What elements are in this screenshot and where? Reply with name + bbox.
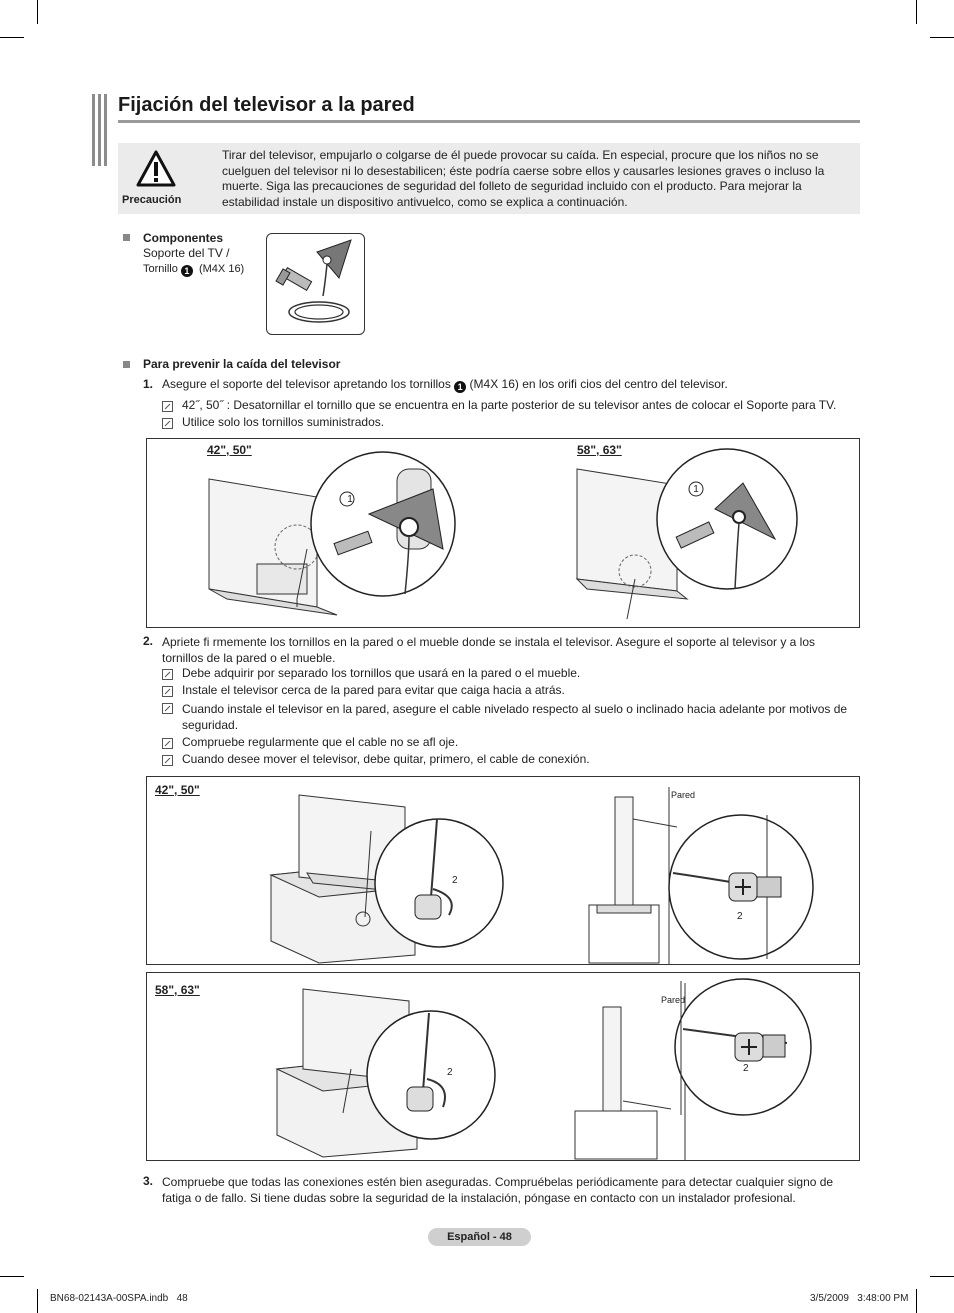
step2-note: Cuando desee mover el televisor, debe quitar, primero, el cable de conexión. bbox=[182, 752, 590, 766]
footer-file: BN68-02143A-00SPA.indb 48 bbox=[50, 1293, 188, 1304]
step1-note: Utilice solo los tornillos suministrados. bbox=[182, 415, 385, 429]
components-heading: Componentes bbox=[143, 231, 224, 245]
crop-mark bbox=[916, 0, 917, 24]
step1-text-after: (M4X 16) en los orifi cios del centro del televisor. bbox=[469, 377, 728, 391]
step3-number: 3. bbox=[143, 1174, 154, 1188]
title-side-bars bbox=[92, 94, 108, 166]
bullet-square bbox=[123, 361, 130, 368]
note-icon bbox=[162, 401, 173, 412]
crop-mark bbox=[930, 37, 954, 38]
figure-1-label-right: 58", 63" bbox=[577, 443, 622, 457]
figure-3-callout-b: 2 bbox=[743, 1063, 749, 1074]
components-image bbox=[266, 233, 365, 335]
page-number-badge: Español - 48 bbox=[428, 1228, 531, 1246]
crop-mark bbox=[0, 1276, 24, 1277]
figure-2-label: 42", 50" bbox=[155, 783, 200, 797]
figure-1-illustration bbox=[147, 439, 859, 627]
crop-mark bbox=[37, 0, 38, 24]
figure-2-callout-a: 2 bbox=[452, 875, 458, 886]
figure-2-illustration bbox=[147, 777, 859, 964]
page-title: Fijación del televisor a la pared bbox=[118, 94, 415, 116]
step1-text-before: Asegure el soporte del televisor apretando los tornillos bbox=[162, 377, 451, 391]
note-icon bbox=[162, 703, 173, 714]
figure-1-callout-left: 1 bbox=[347, 494, 353, 505]
step2-note: Debe adquirir por separado los tornillos que usará en la pared o el mueble. bbox=[182, 666, 581, 680]
note-icon bbox=[162, 738, 173, 749]
prevent-heading: Para prevenir la caída del televisor bbox=[143, 357, 341, 371]
figure-3-label: 58", 63" bbox=[155, 983, 200, 997]
figure-3-illustration bbox=[147, 973, 859, 1160]
crop-mark bbox=[0, 37, 24, 38]
figure-1-label-left: 42", 50" bbox=[207, 443, 252, 457]
figure-3-wall-label: Pared bbox=[661, 995, 686, 1005]
warning-icon bbox=[136, 150, 176, 188]
step2-note: Cuando instale el televisor en la pared, asegure el cable nivelado respecto al suelo o inclinado hacia adelante por motivos de seguridad. bbox=[182, 702, 848, 732]
components-screw-size: (M4X 16) bbox=[198, 263, 245, 275]
marker-1: 1 bbox=[454, 381, 466, 393]
components-screw-label: Tornillo bbox=[143, 263, 178, 275]
step1-number: 1. bbox=[143, 377, 154, 391]
note-icon bbox=[162, 755, 173, 766]
crop-mark bbox=[37, 1289, 38, 1313]
marker-1: 1 bbox=[181, 265, 193, 277]
step2-number: 2. bbox=[143, 634, 154, 648]
warning-label: Precaución bbox=[122, 194, 182, 206]
step1-text bbox=[162, 377, 728, 393]
bracket-and-screw-icon bbox=[267, 234, 364, 334]
components-line1: Soporte del TV / bbox=[143, 246, 230, 260]
warning-text: Tirar del televisor, empujarlo o colgarse de él puede provocar su caída. En especial, procure que los niños no se cuelguen del televisor ni lo desestabilicen; éste podría caerse sobre ellos y causarles lesiones graves o incluso la muerte. Siga las precauciones de seguridad del folleto de seguridad incluido con el producto. Para mejorar la estabilidad instale un dispositivo antivuelco, como se explica a continuación. bbox=[222, 148, 825, 209]
title-underline bbox=[118, 120, 860, 123]
step2-note: Instale el televisor cerca de la pared para evitar que caiga hacia a atrás. bbox=[182, 683, 565, 697]
crop-mark bbox=[930, 1276, 954, 1277]
step2-note: Compruebe regularmente que el cable no se afl oje. bbox=[182, 735, 459, 749]
note-icon bbox=[162, 418, 173, 429]
note-icon bbox=[162, 669, 173, 680]
components-line2 bbox=[143, 263, 244, 277]
step3-text: Compruebe que todas las conexiones estén bien aseguradas. Compruébelas periódicamente para detectar cualquier signo de fatiga o de fallo. Si tiene dudas sobre la seguridad de la instalación, póngase en contacto con un instalador profesional. bbox=[162, 1175, 834, 1205]
step1-note: 42˝, 50˝ : Desatornillar el tornillo que se encuentra en la parte posterior de su televisor antes de colocar el Soporte para TV. bbox=[182, 398, 837, 412]
bullet-square bbox=[123, 234, 130, 241]
figure-1-frame bbox=[146, 438, 860, 628]
figure-2-wall-label: Pared bbox=[671, 790, 696, 800]
figure-3-frame bbox=[146, 972, 860, 1161]
figure-2-frame bbox=[146, 776, 860, 965]
figure-2-callout-b: 2 bbox=[737, 911, 743, 922]
footer-date: 3/5/2009 3:48:00 PM bbox=[810, 1293, 909, 1304]
figure-3-callout-a: 2 bbox=[447, 1067, 453, 1078]
step2-text: Apriete fi rmemente los tornillos en la pared o el mueble donde se instala el televisor. Asegure el soporte al televisor y a los tornillos de la pared o el mueble. bbox=[162, 635, 816, 665]
crop-mark bbox=[916, 1289, 917, 1313]
note-icon bbox=[162, 686, 173, 697]
figure-1-callout-right: 1 bbox=[693, 484, 699, 495]
